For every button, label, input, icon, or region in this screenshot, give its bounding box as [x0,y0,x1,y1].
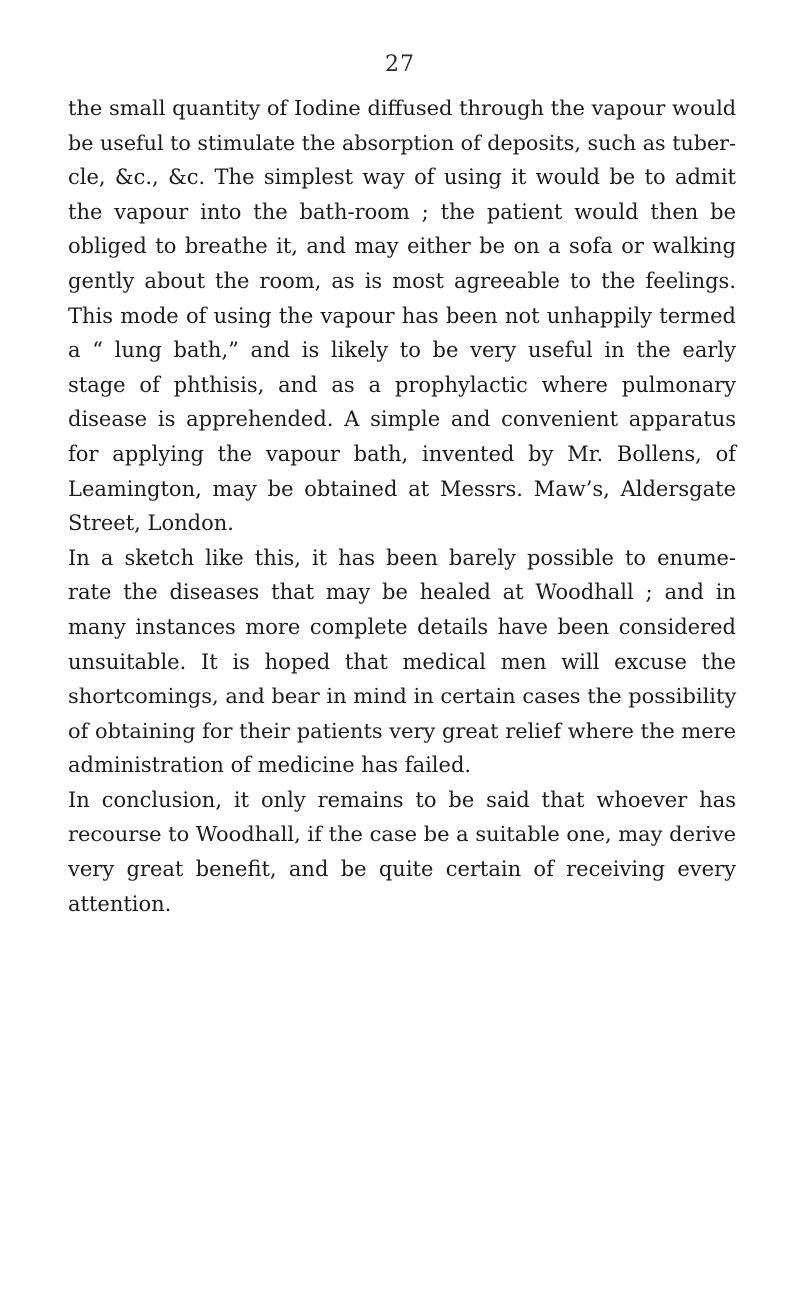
text-line: very great benefit, and be quite certain of receiving every [68,857,736,882]
text-line: gently about the room, as is most agreeable to the feelings. [68,268,736,293]
text-line: Street, London. [68,511,234,536]
page-number: 27 [385,52,415,77]
text-line: the vapour into the bath-room ; the patient would then be [68,199,736,224]
text-line: In a sketch like this, it has been barely possible to enume- [68,545,736,570]
text-line: of obtaining for their patients very great relief where the mere [68,718,736,743]
text-line: stage of phthisis, and as a prophylactic where pulmonary [68,372,736,397]
text-line: disease is apprehended. A simple and convenient apparatus [68,407,736,432]
text-line: obliged to breathe it, and may either be on a sofa or walking [68,234,736,259]
text-line: recourse to Woodhall, if the case be a suitable one, may derive [68,822,736,847]
text-line: This mode of using the vapour has been not unhappily termed [68,303,736,328]
text-line: be useful to stimulate the absorption of deposits, such as tuber- [68,130,736,155]
text-line: cle, &c., &c. The simplest way of using it would be to admit [68,165,736,190]
text-line: shortcomings, and bear in mind in certain cases the possibility [68,684,737,709]
text-line: the small quantity of Iodine diffused through the vapour would [68,96,737,120]
text-line: Leamington, may be obtained at Messrs. Maw’s, Aldersgate [68,476,736,501]
text-line: many instances more complete details have been considered [68,614,736,639]
text-line: attention. [68,891,172,916]
text-line: In conclusion, it only remains to be said that whoever has [68,787,736,812]
text-line: a “ lung bath,” and is likely to be very useful in the early [68,338,736,363]
text-line: unsuitable. It is hoped that medical men will excuse the [68,649,736,674]
text-line: administration of medicine has failed. [68,753,472,778]
text-line: rate the diseases that may be healed at Woodhall ; and in [68,580,736,605]
text-line: for applying the vapour bath, invented by Mr. Bollens, of [68,441,736,466]
body-text [68,91,736,921]
